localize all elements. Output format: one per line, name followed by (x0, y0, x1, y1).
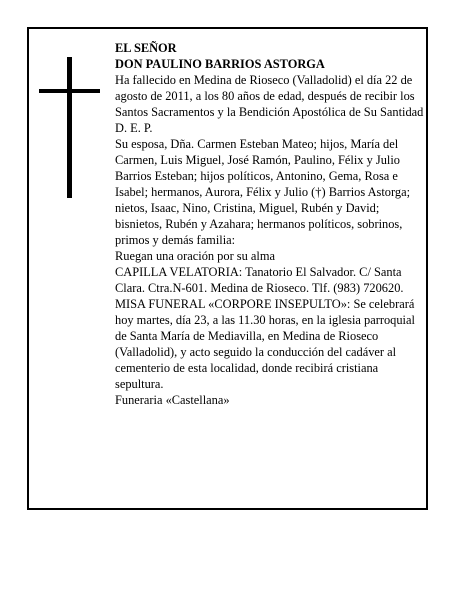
cross-horizontal-bar (39, 89, 100, 93)
obituary-title: EL SEÑOR (115, 41, 177, 55)
prayer-request: Ruegan una oración por su alma (115, 249, 275, 263)
obituary-text (115, 40, 425, 408)
cross-vertical-bar (67, 57, 72, 198)
deceased-name: DON PAULINO BARRIOS ASTORGA (115, 57, 325, 71)
death-announcement: Ha fallecido en Medina de Rioseco (Valladolid) el día 22 de agosto de 2011, a los 80 años de edad, después de recibir los Santos Sacramentos y la Bendición Apostólica de Su Santidad (115, 73, 424, 119)
family-list: Su esposa, Dña. Carmen Esteban Mateo; hijos, María del Carmen, Luis Miguel, José Ramón, Paulino, Félix y Julio Barrios Esteban; hijos políticos, Antonino, Gema, Rosa e Isabel; hermanos, Aurora, Félix y Julio (†) Barrios Astorga; nietos, Isaac, Nino, Cristina, Miguel, Rubén y David; bisnietos, Rubén y Azahara; hermanos políticos, sobrinos, primos y demás familia: (115, 137, 411, 247)
funeral-mass-info: MISA FUNERAL «CORPORE INSEPULTO»: Se celebrará hoy martes, día 23, a las 11.30 horas, en la iglesia parroquial de Santa María de Mediavilla, en Medina de Rioseco (Valladolid), y acto seguido la conducción del cadáver al cementerio de esta localidad, donde recibirá cristiana sepultura. (115, 297, 415, 391)
obituary-frame (27, 27, 428, 510)
dep-line: D. E. P. (115, 121, 153, 135)
funeral-home: Funeraria «Castellana» (115, 393, 230, 407)
chapel-info: CAPILLA VELATORIA: Tanatorio El Salvador. C/ Santa Clara. Ctra.N-601. Medina de Rioseco. Tlf. (983) 720620. (115, 265, 404, 295)
